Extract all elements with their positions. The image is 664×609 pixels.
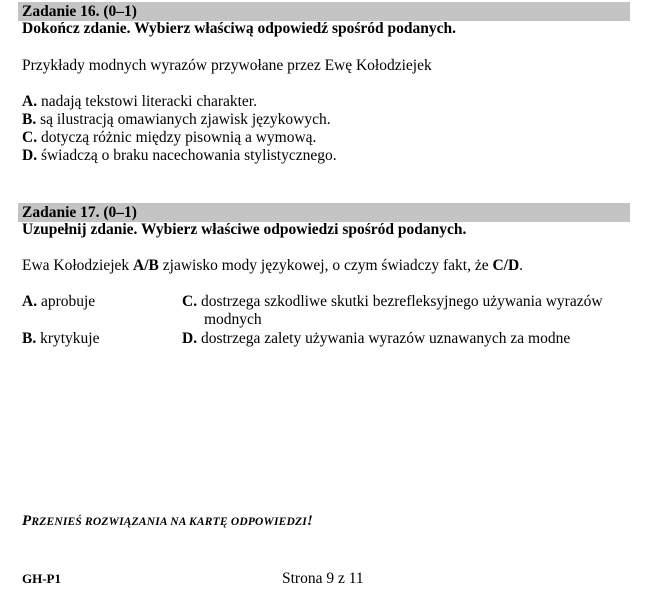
- transfer-answers-note: [22, 513, 313, 530]
- option-letter: B.: [22, 111, 37, 128]
- option-text: krytykuje: [36, 330, 100, 347]
- note-end: !: [306, 513, 313, 529]
- option-letter: A.: [22, 93, 38, 110]
- task-17-option-c: [182, 293, 603, 311]
- task-16-header: Zadanie 16. (0–1): [22, 3, 137, 20]
- option-letter: C.: [182, 293, 198, 310]
- task-17-stem: [22, 257, 523, 275]
- option-letter: C.: [22, 129, 38, 146]
- task-17-option-b: [22, 330, 100, 348]
- stem-choice-ab: A/B: [133, 257, 159, 274]
- task-17-option-a: [22, 293, 95, 311]
- task-16-option-b: [22, 111, 331, 129]
- task-16-header-bar: [18, 2, 630, 21]
- stem-text: .: [519, 257, 524, 274]
- option-letter: D.: [182, 330, 198, 347]
- option-text: nadają tekstowi literacki charakter.: [37, 93, 257, 110]
- task-17-header-bar: [18, 203, 630, 222]
- task-16-instruction: Dokończ zdanie. Wybierz właściwą odpowiedź spośród podanych.: [22, 20, 457, 37]
- option-text: aprobuje: [37, 293, 96, 310]
- option-text: świadczą o braku nacechowania stylistycznego.: [37, 147, 337, 164]
- stem-text: Ewa Kołodziejek: [22, 257, 134, 274]
- option-letter: D.: [22, 147, 38, 164]
- option-letter: B.: [22, 330, 37, 347]
- option-letter: A.: [22, 293, 38, 310]
- option-text: dostrzega szkodliwe skutki bezrefleksyjnego używania wyrazów: [197, 293, 603, 310]
- task-16-stem: Przykłady modnych wyrazów przywołane przez Ewę Kołodziejek: [22, 57, 432, 74]
- task-16-option-a: [22, 93, 257, 111]
- option-text: dostrzega zalety używania wyrazów uznawanych za modne: [197, 330, 571, 347]
- task-17-instruction: Uzupełnij zdanie. Wybierz właściwe odpowiedzi spośród podanych.: [22, 221, 467, 238]
- task-17-option-c-continued: modnych: [204, 311, 262, 328]
- option-text: dotyczą różnic między pisownią a wymową.: [37, 129, 317, 146]
- exam-code: GH-P1: [22, 571, 61, 586]
- note-smallcaps: RZENIEŚ ROZWIĄZANIA NA KARTĘ ODPOWIEDZI: [31, 516, 307, 528]
- task-16-option-c: [22, 129, 316, 147]
- note-initial: P: [22, 513, 32, 529]
- stem-choice-cd: C/D: [492, 257, 520, 274]
- task-16-option-d: [22, 147, 337, 165]
- stem-text: zjawisko mody językowej, o czym świadczy fakt, że: [158, 257, 493, 274]
- task-17-option-d: [182, 330, 570, 348]
- task-17-header: Zadanie 17. (0–1): [22, 204, 137, 221]
- option-text: są ilustracją omawianych zjawisk językowych.: [36, 111, 331, 128]
- page-number: Strona 9 z 11: [282, 570, 364, 587]
